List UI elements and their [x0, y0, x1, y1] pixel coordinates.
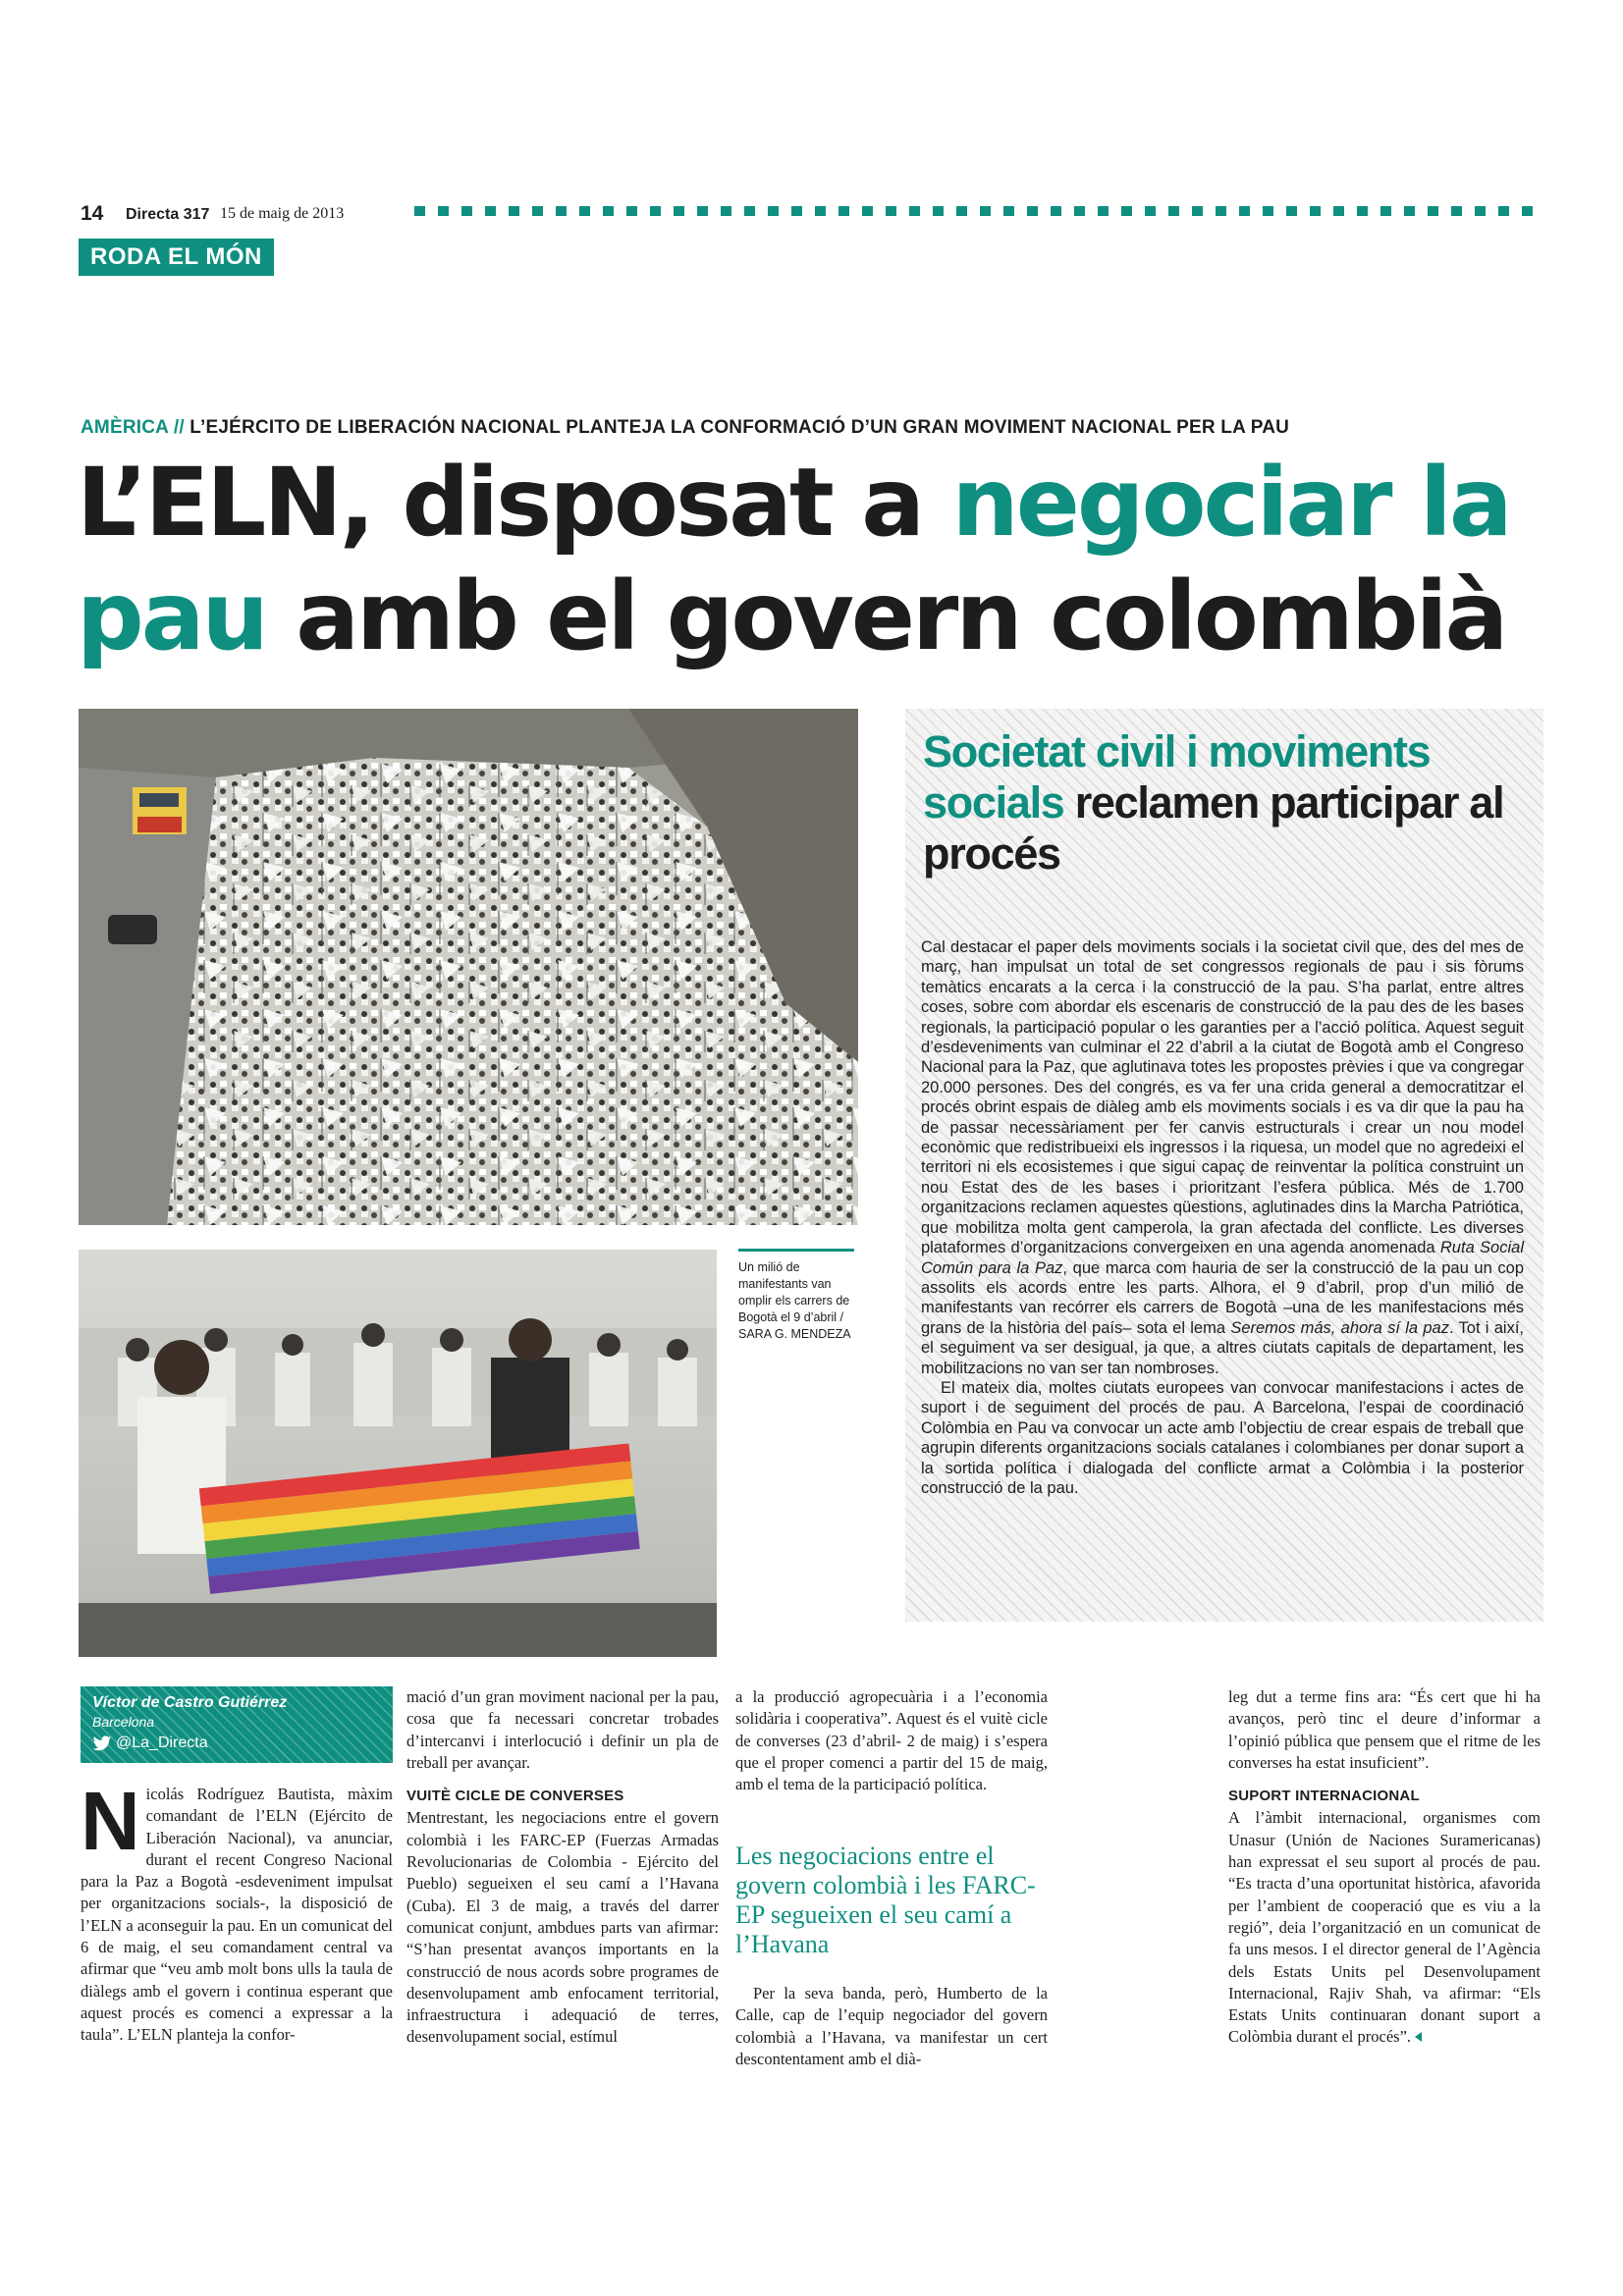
- sidebar-paragraph-2: El mateix dia, moltes ciutats europees van convocar manifestacions i actes de suport i de seguiment del procés de pau. A Barcelona, l’espai de coordinació Colòmbia en Pau va convocar un acte amb l’objectiu de crear espais de treball que agrupin diferents organitzacions socials catalanes i colombianes per donar suport a la sortida política i dialogada del conflicte armat a Colòmbia i la posterior construcció de la pau.: [921, 1378, 1524, 1497]
- sidebar-p1-c: . Tot i així, el seguiment va ser desigual, ja que, a altres ciutats capitals de departament, les mobilitzacions no van ser tan nombroses.: [921, 1318, 1525, 1377]
- column-2-paragraph-1: mació d’un gran moviment nacional per la pau, cosa que fa necessari concretar trobades d’intercanvi i interlocució i definir un pla de treball per avançar.: [406, 1687, 719, 1772]
- column-3-paragraph-1: a la producció agropecuària i a l’economia solidària i cooperativa”. Aquest és el vuitè cicle de converses (23 d’abril- 2 de maig) i s’espera que el proper comenci a partir del 15 de maig, amb el tema de la participació política.: [735, 1687, 1048, 1794]
- headline-part-1: L’ELN, disposat a: [77, 448, 952, 558]
- article-column-3: [735, 1686, 1048, 1795]
- sidebar-p1-italic-2: Seremos más, ahora sí la paz: [1230, 1318, 1449, 1337]
- lead-paragraph-text: icolás Rodríguez Bautista, màxim comandant de l’ELN (Ejército de Liberación Nacional), va anunciar, durant el recent Congreso Nacional para la Paz a Bogotà -esdeveniment impulsat per organitzacions socials-, la disposició de l’ELN a aconseguir la pau. En un comunicat del 6 de maig, el seu comandament central va afirmar que “veu amb molt bons ulls la taula de diàlegs amb el govern i continua esperant que aquest procés es comenci a expressar a la taula”. L’ELN planteja la confor-: [81, 1785, 393, 2045]
- column-4-paragraph-2-text: A l’àmbit internacional, organismes com Unasur (Unión de Naciones Suramericanas) han expressat el seu suport al procés de pau. “Es tracta d’una oportunitat històrica, afavorida per l’ambient de cooperació que es viu a la regió”, deia l’organització en un comunicat de fa uns mesos. I el director general de l’Agència dels Estats Units pel Desenvolupament Internacional, Rajiv Shah, va afirmar: “Els Estats Units continuaran donant suport a Colòmbia durant el procés”.: [1228, 1808, 1541, 2047]
- twitter-bird-icon: [92, 1735, 112, 1752]
- end-of-article-icon: [1415, 2032, 1422, 2042]
- column-4-paragraph-2: [1228, 1807, 1541, 2048]
- publication-issue: Directa 317: [126, 206, 210, 223]
- dotted-rule: [414, 206, 1543, 216]
- column-4-paragraph-1: leg dut a terme fins ara: “És cert que hi ha avanços, però tinc el deure d’informar a l’opinió pública que pensem que el ritme de les converses ha estat insuficient”.: [1228, 1687, 1541, 1772]
- article-column-3-continued: [735, 1983, 1048, 2070]
- headline-highlight-1: negociar la: [951, 448, 1510, 558]
- pull-quote: Les negociacions entre el govern colombià i les FARC-EP segueixen el seu camí a l’Havana: [735, 1842, 1036, 1958]
- article-column-2: [406, 1686, 719, 2049]
- sidebar-p1-b: , que marca com hauria de ser la construcció de la pau un cop assolits els acords entre les parts. Alhora, el 9 d’abril, prop d’un milió de manifestants van recórrer els carrers de Bogotà –una de les manifestacions més grans de la història del país– sota el lema: [921, 1258, 1524, 1337]
- sidebar-title: [923, 726, 1532, 880]
- subhead-suport-internacional: SUPORT INTERNACIONAL: [1228, 1788, 1420, 1805]
- column-3-paragraph-2: Per la seva banda, però, Humberto de la Calle, cap de l’equip negociador del govern colombià a l’Havana, va manifestar un cert descontentament amb el dià-: [735, 1984, 1048, 2068]
- headline-part-4: amb el govern colombià: [265, 561, 1506, 671]
- headline-highlight-2: pau: [77, 561, 266, 671]
- drop-cap: N: [81, 1775, 140, 1867]
- section-label: RODA EL MÓN: [79, 239, 274, 276]
- sidebar-p1-italic-1: Ruta Social Común para la Paz: [921, 1239, 1524, 1277]
- author-name: Víctor de Castro Gutiérrez: [92, 1694, 288, 1711]
- sidebar-paragraph-1: [921, 937, 1524, 1378]
- sidebar-p1-a: Cal destacar el paper dels moviments socials i la societat civil que, des del mes de març, han impulsat un total de set congressos regionals de pau i sis fòrums temàtics encarats a la cerca i la construcció de la pau. S’ha parlat, entre altres coses, sobre com abordar els escenaris de construcció de la pau des de les bases regionals, la participació popular o les garanties per a l’acció política. Aquest seguit d’esdeveniments van culminar el 22 d’abril a la ciutat de Bogotà amb el Congreso Nacional para la Paz, que aglutinava totes les propostes prèvies i que va congregar 20.000 persones. Des del congrés, es va fer una crida general a democratitzar el procés obrint espais de diàleg amb els moviments socials i es va dir que la pau ha de passar necessàriament per fer canvis estructurals i crear un nou model econòmic que redistribueixi els ingressos i la riquesa, un model que no agredeixi el territori ni els ecosistemes i que sigui capaç de reinventar la política construint un nou Estat des de les bases i prioritzant l’esfera pública. Més de 1.700 organitzacions reclamen aquestes qüestions, aglutinades dins la Marcha Patriótica, que mobilitza molta gent camperola, la gran afectada del conflicte. Les diverses plataformes d’organitzacions convergeixen en una agenda anomenada: [921, 938, 1524, 1257]
- march-crowd-photo: [79, 709, 858, 1225]
- headline-line-2: [77, 561, 1506, 671]
- sidebar-title-rest: reclamen participar al procés: [923, 777, 1504, 879]
- photo-caption: Un milió de manifestants van omplir els carrers de Bogotà el 9 d’abril / SARA G. MENDEZA: [738, 1249, 854, 1343]
- publication-date: 15 de maig de 2013: [220, 205, 345, 222]
- rainbow-flag-photo: [79, 1250, 717, 1657]
- kicker-text: L’EJÉRCITO DE LIBERACIÓN NACIONAL PLANTEJA LA CONFORMACIÓ D’UN GRAN MOVIMENT NACIONAL PER LA PAU: [189, 417, 1290, 438]
- subhead-vuite-cicle: VUITÈ CICLE DE CONVERSES: [406, 1788, 624, 1805]
- column-2-paragraph-2: Mentrestant, les negociacions entre el govern colombià i les FARC-EP (Fuerzas Armadas Revolucionarias de Colombia - Ejército del Pueblo) segueixen el seu camí a l’Havana (Cuba). El 3 de maig, a través del darrer comunicat conjunt, ambdues parts van afirmar: “S’han presentat avanços importants en la construcció de nous acords sobre programes de desenvolupament amb enfocament territorial, infraestructura i adequació de terres, desenvolupament social, estímul: [406, 1808, 719, 2047]
- twitter-handle[interactable]: [92, 1735, 208, 1752]
- article-column-4: [1228, 1686, 1541, 2049]
- sidebar-body: [921, 937, 1524, 1498]
- sidebar-title-highlight: Societat civil i moviments socials: [923, 726, 1431, 828]
- headline-line-1: [77, 448, 1510, 558]
- page-number: 14: [81, 202, 104, 225]
- kicker: [81, 417, 1289, 439]
- lead-paragraph: [81, 1775, 393, 2047]
- byline-box: [81, 1686, 393, 1763]
- article-column-1: [81, 1775, 393, 2047]
- kicker-region: AMÈRICA //: [81, 417, 185, 438]
- author-city: Barcelona: [92, 1714, 155, 1730]
- twitter-handle-text: @La_Directa: [116, 1735, 208, 1751]
